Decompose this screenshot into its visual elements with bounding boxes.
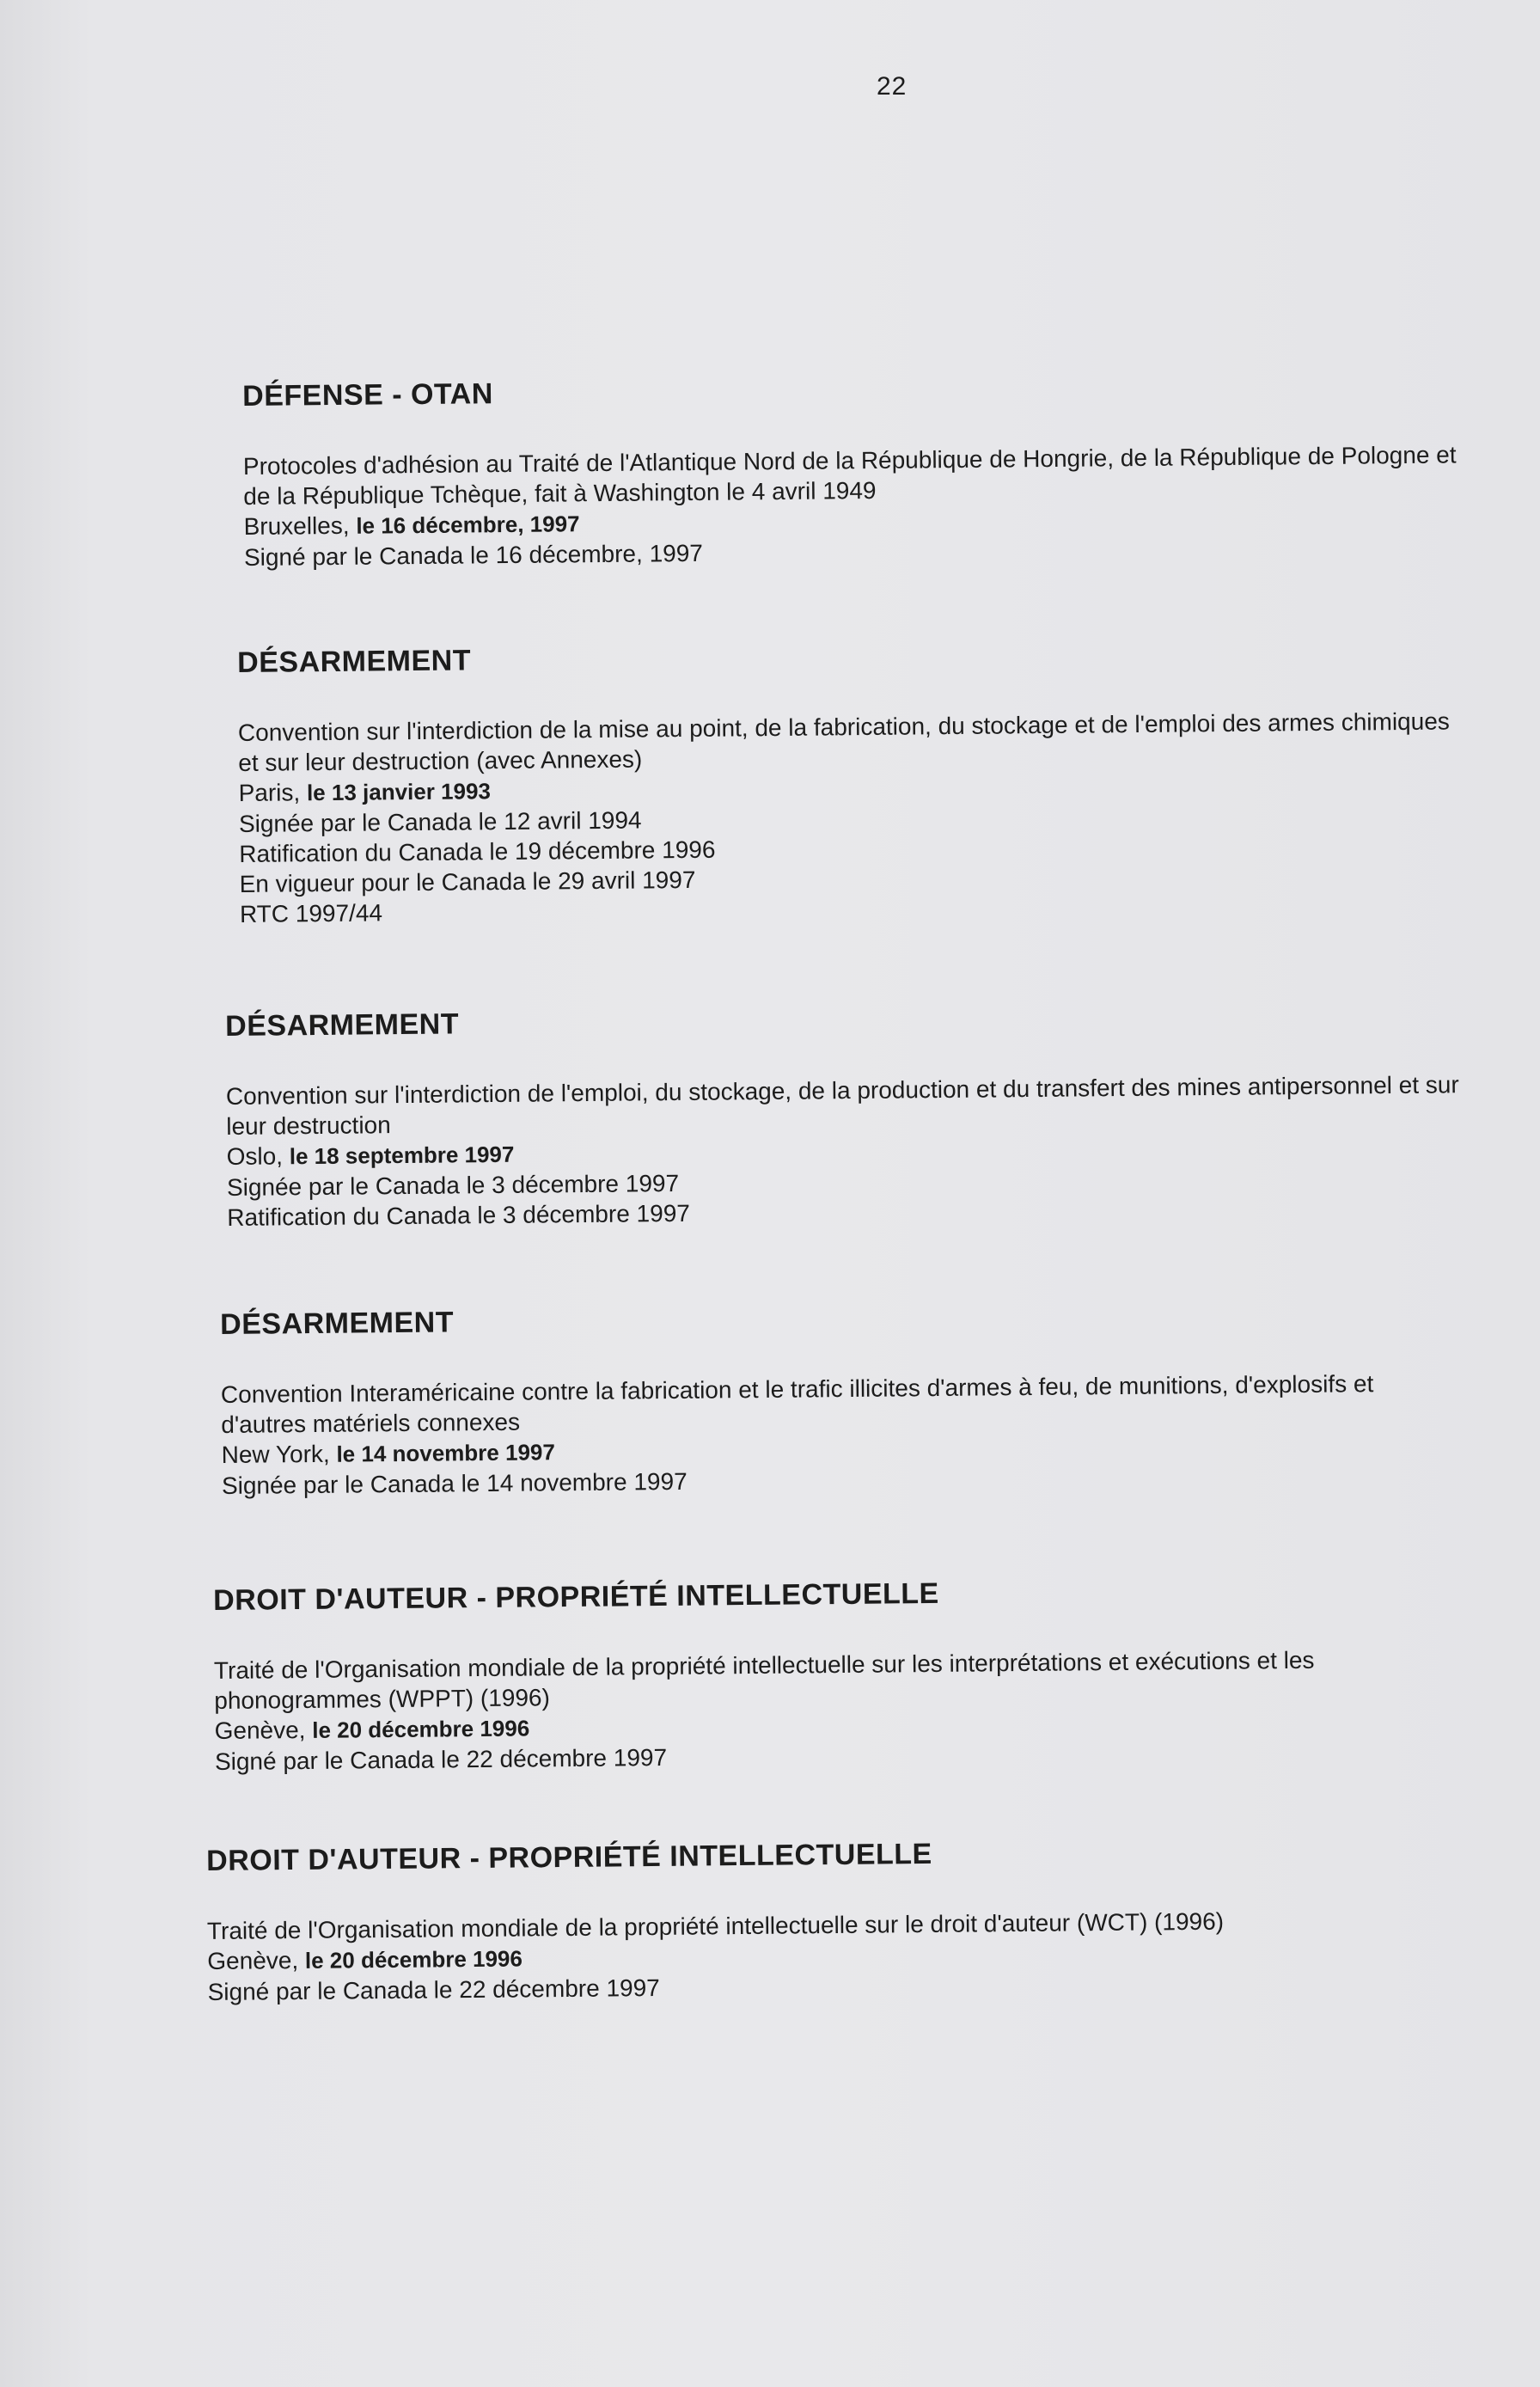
treaty-title: Protocoles d'adhésion au Traité de l'Atlantique Nord de la République de Hongrie, de la République de Pologne et de la République Tchèque, fait à Washington le 4 avril 1949 — [242, 441, 1457, 510]
treaty-entry — [237, 634, 1477, 929]
treaty-place: Genève, — [207, 1946, 299, 1974]
treaty-status-line: Signé par le Canada le 16 décembre, 1997 — [243, 539, 704, 571]
section-heading: DROIT D'AUTEUR - PROPRIÉTÉ INTELLECTUELLE — [213, 1576, 939, 1617]
treaty-entry — [225, 998, 1464, 1233]
section-heading: DÉSARMEMENT — [220, 1306, 455, 1341]
treaty-title: Convention sur l'interdiction de l'emploi, du stockage, de la production et du transfert des mines antipersonnel et sur leur destruction — [225, 1071, 1459, 1140]
treaty-entry — [220, 1296, 1459, 1501]
treaty-status-line: Signée par le Canada le 14 novembre 1997 — [221, 1467, 688, 1499]
treaty-place: Paris, — [238, 779, 301, 806]
treaty-status-line: En vigueur pour le Canada le 29 avril 1997 — [239, 866, 696, 897]
treaty-status-line: Signée par le Canada le 12 avril 1994 — [238, 806, 642, 837]
treaty-date: le 16 décembre, 1997 — [356, 511, 580, 539]
page-number: 22 — [877, 72, 908, 101]
treaty-date: le 20 décembre 1996 — [312, 1715, 530, 1743]
section-heading: DÉSARMEMENT — [225, 1007, 460, 1043]
treaty-status-line: Ratification du Canada le 3 décembre 1997 — [227, 1199, 691, 1231]
section-heading: DROIT D'AUTEUR - PROPRIÉTÉ INTELLECTUELLE — [206, 1837, 932, 1877]
treaty-date: le 20 décembre 1996 — [304, 1945, 523, 1974]
treaty-title: Convention sur l'interdiction de la mise au point, de la fabrication, du stockage et de l'emploi des armes chimiques et sur leur destruction (avec Annexes) — [237, 707, 1450, 776]
treaty-title: Convention Interaméricaine contre la fabrication et le trafic illicites d'armes à feu, de munitions, d'explosifs et d'autres matériels connexes — [220, 1370, 1374, 1438]
treaty-place: Bruxelles, — [243, 511, 350, 540]
treaty-place: Genève, — [214, 1716, 306, 1744]
treaty-status-line: Ratification du Canada le 19 décembre 1996 — [239, 835, 716, 867]
treaty-status-line: Signé par le Canada le 22 décembre 1997 — [214, 1743, 668, 1775]
treaty-place: New York, — [221, 1440, 330, 1468]
treaty-status-line: Signée par le Canada le 3 décembre 1997 — [226, 1169, 680, 1201]
treaty-place: Oslo, — [226, 1142, 284, 1170]
treaty-reference: RTC 1997/44 — [239, 899, 383, 927]
treaty-date: le 13 janvier 1993 — [306, 778, 492, 806]
treaty-date: le 18 septembre 1997 — [289, 1141, 515, 1170]
treaty-title: Traité de l'Organisation mondiale de la propriété intellectuelle sur le droit d'auteur (WCT) (1996) — [206, 1907, 1225, 1944]
section-heading: DÉFENSE - OTAN — [242, 377, 493, 413]
section-heading: DÉSARMEMENT — [237, 644, 472, 679]
treaty-entry — [242, 368, 1482, 572]
treaty-title: Traité de l'Organisation mondiale de la propriété intellectuelle sur les interprétations et exécutions et les phonogrammes (WPPT) (1996) — [213, 1646, 1315, 1714]
treaty-entry — [206, 1833, 1480, 2007]
treaty-entry — [213, 1572, 1487, 1777]
treaty-status-line: Signé par le Canada le 22 décembre 1997 — [207, 1974, 660, 2005]
treaty-date: le 14 novembre 1997 — [336, 1439, 556, 1467]
